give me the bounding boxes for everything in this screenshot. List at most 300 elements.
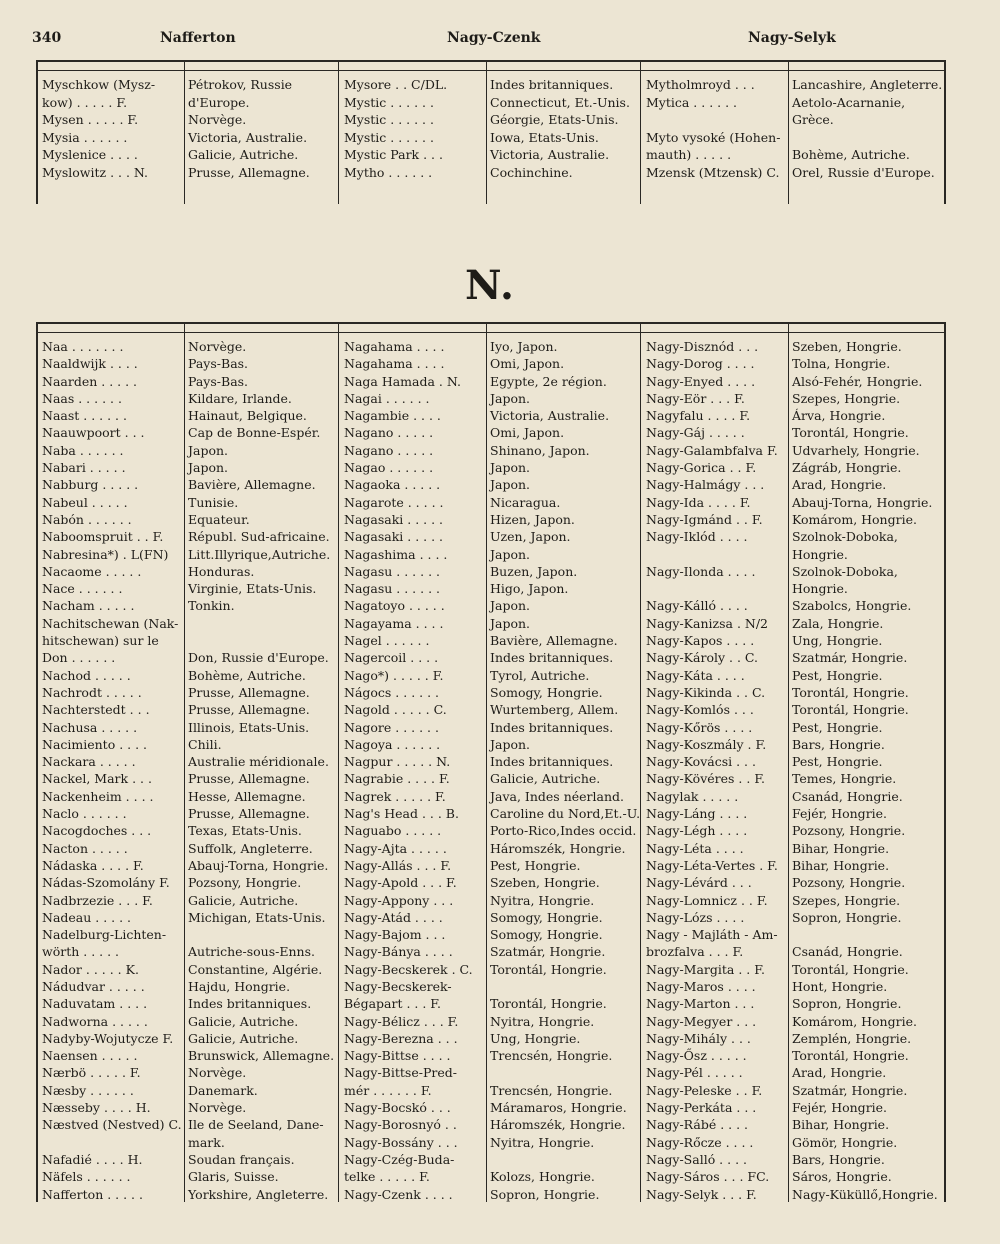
region-name: Torontál, Hongrie. [792, 425, 909, 441]
region-name: Galicie, Autriche. [490, 771, 601, 787]
entry-row [42, 943, 338, 960]
entry-row [344, 390, 640, 407]
column-separator [338, 62, 339, 204]
region-name: Somogy, Hongrie. [490, 909, 603, 925]
entry-row [344, 94, 640, 112]
place-name: Nackenheim . . . . [42, 788, 154, 804]
place-name: Nagano . . . . . [344, 442, 434, 458]
place-name: Mytholmroyd . . . [646, 77, 755, 92]
place-name: Nagasu . . . . . . [344, 563, 440, 579]
region-name: Pest, Hongrie. [792, 719, 883, 735]
place-name: Nagold . . . . . C. [344, 702, 447, 718]
entry-row [646, 632, 942, 649]
region-name: Galicie, Autriche. [188, 892, 299, 908]
region-name: Komárom, Hongrie. [792, 1013, 917, 1029]
place-name: Nagy-Ida . . . . F. [646, 494, 751, 510]
place-name: Nagy-Ajta . . . . . [344, 840, 447, 856]
entry-row [646, 76, 942, 94]
place-name: Myschkow (Mysz- [42, 77, 156, 92]
entry-row [344, 1099, 640, 1116]
region-name: Norvège. [188, 1065, 247, 1081]
entry-row [42, 926, 338, 943]
entry-row [646, 874, 942, 891]
region-name: Connecticut, Et.-Unis. [490, 94, 630, 110]
entry-row [344, 129, 640, 147]
place-name: Nagy-Maros . . . . [646, 978, 756, 994]
place-name: Naauwpoort . . . [42, 425, 145, 441]
place-name: Nagy-Kálló . . . . [646, 598, 748, 614]
place-name: Næsby . . . . . . [42, 1082, 134, 1098]
region-name: Chili. [188, 736, 222, 752]
entry-row [344, 511, 640, 528]
place-name: Nacton . . . . . [42, 840, 128, 856]
entry-row [42, 874, 338, 891]
entry-row [646, 1082, 942, 1099]
place-name: Nabburg . . . . . [42, 477, 139, 493]
entry-row [42, 770, 338, 787]
place-name: Nag's Head . . . B. [344, 806, 459, 822]
entry-row [42, 459, 338, 476]
entry-row [42, 164, 338, 182]
entry-row [42, 129, 338, 147]
place-name: Nabeul . . . . . [42, 494, 128, 510]
entry-row [344, 1186, 640, 1203]
region-name: Szatmár, Hongrie. [490, 944, 606, 960]
place-name: Mytho . . . . . . [344, 164, 433, 180]
region-name: Equateur. [188, 511, 250, 527]
entry-row [646, 597, 942, 614]
place-name: Nachterstedt . . . [42, 702, 150, 718]
entry-row [646, 719, 942, 736]
place-name: Nagy-Lévárd . . . [646, 875, 752, 891]
entry-row [646, 442, 942, 459]
entry-row [42, 407, 338, 424]
entry-row [646, 909, 942, 926]
region-name: Cochinchine. [490, 164, 573, 180]
region-name: Omi, Japon. [490, 425, 565, 441]
place-name: Naaldwijk . . . . [42, 356, 138, 372]
region-name: Hainaut, Belgique. [188, 408, 307, 424]
place-name: Nagy-Eör . . . F. [646, 390, 745, 406]
region-name: Victoria, Australie. [490, 147, 610, 162]
place-name: Nachrodt . . . . . [42, 684, 142, 700]
place-name: Nagy-Galambfalva F. [646, 442, 778, 458]
entry-row [646, 857, 942, 874]
column-rule [788, 62, 789, 204]
entry-row [646, 146, 942, 164]
entry-row [42, 1064, 338, 1081]
place-name: Nacaome . . . . . [42, 563, 142, 579]
region-name: Victoria, Australie. [490, 408, 610, 424]
region-name: Bohème, Autriche. [792, 147, 910, 162]
place-name: Nagashima . . . . [344, 546, 448, 562]
place-name: Nacimiento . . . . [42, 736, 148, 752]
region-name: Iowa, Etats-Unis. [490, 129, 599, 145]
entry-row [42, 840, 338, 857]
region-name: Sáros, Hongrie. [792, 1169, 892, 1185]
region-name: Java, Indes néerland. [490, 788, 624, 804]
place-name: Nagy-Marton . . . [646, 996, 755, 1012]
entry-row [42, 615, 338, 632]
entry-row [646, 94, 942, 112]
entry-row [344, 338, 640, 355]
place-name: Nagy-Iklód . . . . [646, 529, 748, 545]
entry-row [344, 597, 640, 614]
place-name: Nagy-Bittse . . . . [344, 1048, 451, 1064]
region-name: mark. [188, 1134, 225, 1150]
region-name: Autriche-sous-Enns. [188, 944, 315, 960]
entry-row [42, 1134, 338, 1151]
region-name: Kildare, Irlande. [188, 390, 292, 406]
region-name: Torontál, Hongrie. [792, 702, 909, 718]
region-name: Aetolo-Acarnanie, [792, 94, 906, 110]
region-name: Australie méridionale. [188, 754, 329, 770]
region-name: Nyitra, Hongrie. [490, 1134, 595, 1150]
region-name: Szepes, Hongrie. [792, 390, 901, 406]
region-name: Sopron, Hongrie. [792, 996, 902, 1012]
entry-row [646, 129, 942, 147]
entry-row [646, 563, 942, 580]
entry-row [42, 701, 338, 718]
place-name: Nagy-Apold . . . F. [344, 875, 457, 891]
region-name: Nagy-Küküllő,Hongrie. [792, 1186, 938, 1202]
region-name: Zágráb, Hongrie. [792, 460, 902, 476]
region-name: Pays-Bas. [188, 356, 249, 372]
place-name: Nagy-Ősz . . . . . [646, 1048, 747, 1064]
double-rule [38, 70, 944, 71]
column-rule [486, 324, 487, 1202]
double-rule [38, 332, 944, 333]
entry-row [344, 667, 640, 684]
region-name: Trencsén, Hongrie. [490, 1048, 613, 1064]
place-name: Næstved (Nestved) C. [42, 1117, 182, 1133]
entry-row [42, 892, 338, 909]
region-name: Arad, Hongrie. [792, 477, 887, 493]
entry-row [42, 909, 338, 926]
entry-row [344, 788, 640, 805]
place-name: Nagoya . . . . . . [344, 736, 441, 752]
page-number: 340 [32, 30, 62, 46]
entry-row [646, 649, 942, 666]
place-name: Nagy-Appony . . . [344, 892, 454, 908]
place-name: Nachitschewan (Nak- [42, 615, 179, 631]
place-name: Naensen . . . . . [42, 1048, 138, 1064]
region-name: Higo, Japon. [490, 581, 569, 597]
entry-row [646, 1013, 942, 1030]
region-name: Galicie, Autriche. [188, 147, 299, 162]
place-name: Nago*) . . . . . F. [344, 667, 444, 683]
column-3 [646, 338, 942, 1202]
entry-row [42, 736, 338, 753]
region-name: Szepes, Hongrie. [792, 892, 901, 908]
entry-row [42, 424, 338, 441]
entry-row [646, 701, 942, 718]
place-name: Naduvatam . . . . [42, 996, 148, 1012]
entry-row [646, 459, 942, 476]
entry-row [646, 943, 942, 960]
place-name: Nachusa . . . . . [42, 719, 138, 735]
region-name: Japon. [490, 736, 531, 752]
place-name: kow) . . . . . F. [42, 94, 128, 110]
entry-row [344, 111, 640, 129]
place-name: Nagercoil . . . . [344, 650, 439, 666]
place-name: Nádas-Szomolány F. [42, 875, 170, 891]
region-name: Omi, Japon. [490, 356, 565, 372]
entry-row [344, 146, 640, 164]
entry-row [344, 943, 640, 960]
entry-row [646, 788, 942, 805]
region-name: Bihar, Hongrie. [792, 857, 890, 873]
place-name: Nagy-Pél . . . . . [646, 1065, 743, 1081]
region-name: Iyo, Japon. [490, 339, 558, 354]
region-name: Soudan français. [188, 1151, 295, 1167]
region-name: Bihar, Hongrie. [792, 1117, 890, 1133]
place-name: Nacogdoches . . . [42, 823, 152, 839]
region-name: Bohème, Autriche. [188, 667, 306, 683]
entry-row [42, 338, 338, 355]
entry-row [42, 442, 338, 459]
region-name: Torontál, Hongrie. [490, 961, 607, 977]
place-name: Nagy-Bélicz . . . F. [344, 1013, 459, 1029]
region-name: Szolnok-Doboka, [792, 563, 898, 579]
place-name: Nagy-Sáros . . . FC. [646, 1169, 770, 1185]
place-name: Nagy-Dorog . . . . [646, 356, 755, 372]
place-name: Nagy-Allás . . . F. [344, 857, 452, 873]
place-name: Nádudvar . . . . . [42, 978, 145, 994]
entry-row [646, 355, 942, 372]
place-name: Nagy-Borosnyó . . [344, 1117, 457, 1133]
entry-row [646, 338, 942, 355]
entry-row [344, 736, 640, 753]
entry-row [646, 615, 942, 632]
region-name: Cap de Bonne-Espér. [188, 425, 321, 441]
place-name: Nagy-Igmánd . . F. [646, 511, 763, 527]
place-name: Mystic . . . . . . [344, 112, 434, 127]
region-name: Indes britanniques. [188, 996, 312, 1012]
entry-row [42, 511, 338, 528]
column-separator [338, 324, 339, 1202]
place-name: Mystic . . . . . . [344, 129, 434, 145]
place-name: Nador . . . . . K. [42, 961, 139, 977]
region-name: Zemplén, Hongrie. [792, 1030, 912, 1046]
place-name: Nagylak . . . . . [646, 788, 739, 804]
region-name: Szeben, Hongrie. [490, 875, 600, 891]
region-name: Szolnok-Doboka, [792, 529, 898, 545]
entry-row [344, 719, 640, 736]
column-1 [42, 338, 338, 1202]
entry-row [42, 597, 338, 614]
entry-row [344, 563, 640, 580]
place-name: Naarden . . . . . [42, 373, 138, 389]
column-rule [184, 324, 185, 1202]
column-2 [344, 338, 640, 1202]
entry-row [42, 961, 338, 978]
entry-row [344, 1134, 640, 1151]
entry-row [344, 649, 640, 666]
region-name: Japon. [490, 390, 531, 406]
place-name: Mysore . . C/DL. [344, 77, 448, 92]
place-name: Myslenice . . . . [42, 147, 138, 162]
place-name: Nagy - Majláth - Am- [646, 927, 778, 943]
region-name: Illinois, Etats-Unis. [188, 719, 310, 735]
entry-row [42, 528, 338, 545]
column-3 [646, 76, 942, 204]
place-name: Nagao . . . . . . [344, 460, 434, 476]
entry-row [344, 615, 640, 632]
place-name: Nagy-Kövéres . . F. [646, 771, 766, 787]
entry-row [646, 822, 942, 839]
entry-row [42, 390, 338, 407]
entry-row [42, 632, 338, 649]
region-name: Udvarhely, Hongrie. [792, 442, 920, 458]
place-name: Nagahama . . . . [344, 339, 445, 354]
column-2 [344, 76, 640, 204]
entry-row [344, 1082, 640, 1099]
entry-row [344, 805, 640, 822]
place-name: Nagy-Becskerek . C. [344, 961, 473, 977]
region-name: Prusse, Allemagne. [188, 806, 310, 822]
place-name: Nagy-Ilonda . . . . [646, 563, 756, 579]
place-name: Nagy-Kovácsi . . . [646, 754, 756, 770]
place-name: Näfels . . . . . . [42, 1169, 131, 1185]
place-name: Nagasu . . . . . . [344, 581, 440, 597]
place-name: Nackara . . . . . [42, 754, 136, 770]
region-name: Japon. [490, 477, 531, 493]
entry-row [344, 1030, 640, 1047]
entry-row [344, 407, 640, 424]
place-name: Nagy-Czenk . . . . [344, 1186, 453, 1202]
region-name: Torontál, Hongrie. [792, 1048, 909, 1064]
place-name: Don . . . . . . [42, 650, 116, 666]
main-table [36, 322, 946, 1202]
place-name: Nagy-Bocskó . . . [344, 1100, 451, 1116]
region-name: Háromszék, Hongrie. [490, 840, 626, 856]
entry-row [42, 978, 338, 995]
entry-row [344, 1013, 640, 1030]
region-name: Hongrie. [792, 581, 848, 597]
header-right-entry: Nagy-Selyk [748, 30, 836, 46]
region-name: Wurtemberg, Allem. [490, 702, 619, 718]
entry-row [344, 753, 640, 770]
place-name: Mytica . . . . . . [646, 94, 738, 110]
region-name: Csanád, Hongrie. [792, 788, 903, 804]
region-name: Pozsony, Hongrie. [792, 875, 906, 891]
place-name: Nadeau . . . . . [42, 909, 132, 925]
place-name: Nagy-Lózs . . . . [646, 909, 745, 925]
region-name: Hizen, Japon. [490, 511, 575, 527]
entry-row [646, 667, 942, 684]
region-name: Texas, Etats-Unis. [188, 823, 302, 839]
place-name: Nagy-Káta . . . . [646, 667, 745, 683]
region-name: Nyitra, Hongrie. [490, 892, 595, 908]
entry-row [344, 546, 640, 563]
region-name: Nyitra, Hongrie. [490, 1013, 595, 1029]
region-name: Abauj-Torna, Hongrie. [188, 857, 329, 873]
region-name: Tunisie. [188, 494, 239, 510]
place-name: Nagayama . . . . [344, 615, 444, 631]
region-name: Torontál, Hongrie. [792, 684, 909, 700]
place-name: hitschewan) sur le [42, 633, 159, 649]
place-name: Myto vysoké (Hohen- [646, 129, 781, 145]
entry-row [646, 407, 942, 424]
header-center-entry: Nagy-Czenk [447, 30, 541, 46]
entry-row [344, 459, 640, 476]
entry-row [646, 1099, 942, 1116]
region-name: Japon. [490, 546, 531, 562]
place-name: Nace . . . . . . [42, 581, 123, 597]
region-name: Hesse, Allemagne. [188, 788, 306, 804]
top-table [36, 60, 946, 204]
entry-row [344, 874, 640, 891]
region-name: Virginie, Etats-Unis. [188, 581, 317, 597]
place-name: Nagy-Láng . . . . [646, 806, 748, 822]
place-name: Bégapart . . . F. [344, 996, 442, 1012]
region-name: d'Europe. [188, 94, 250, 110]
region-name: Szabolcs, Hongrie. [792, 598, 912, 614]
place-name: Nagasaki . . . . . [344, 529, 444, 545]
place-name: Nagarote . . . . . [344, 494, 444, 510]
region-name: Caroline du Nord,Et.-U. [490, 806, 641, 822]
place-name: Nagy-Margita . . F. [646, 961, 765, 977]
place-name: Nagasaki . . . . . [344, 511, 444, 527]
entry-row [646, 476, 942, 493]
region-name: Hongrie. [792, 546, 848, 562]
place-name: Næsseby . . . . H. [42, 1100, 151, 1116]
region-name: Pest, Hongrie. [792, 754, 883, 770]
region-name: Norvège. [188, 339, 247, 354]
entry-row [344, 995, 640, 1012]
region-name: Arad, Hongrie. [792, 1065, 887, 1081]
place-name: Nágocs . . . . . . [344, 684, 440, 700]
entry-row [344, 580, 640, 597]
region-name: Constantine, Algérie. [188, 961, 323, 977]
place-name: Mysia . . . . . . [42, 129, 128, 145]
place-name: Nagy-Léta-Vertes . F. [646, 857, 778, 873]
entry-row [646, 546, 942, 563]
entry-row [646, 528, 942, 545]
entry-row [344, 1116, 640, 1133]
entry-row [344, 909, 640, 926]
place-name: Naa . . . . . . . [42, 339, 124, 354]
region-name: Porto-Rico,Indes occid. [490, 823, 637, 839]
place-name: Nabón . . . . . . [42, 511, 132, 527]
entry-row [42, 1186, 338, 1203]
region-name: Japon. [188, 442, 229, 458]
place-name: Naclo . . . . . . [42, 806, 127, 822]
place-name: Nagy-Megyer . . . [646, 1013, 757, 1029]
entry-row [344, 770, 640, 787]
place-name: Nagpur . . . . . N. [344, 754, 451, 770]
entry-row [344, 355, 640, 372]
place-name: Nagrek . . . . . F. [344, 788, 446, 804]
entry-row [42, 373, 338, 390]
place-name: wörth . . . . . [42, 944, 120, 960]
place-name: Nagy-Halmágy . . . [646, 477, 765, 493]
entry-row [646, 511, 942, 528]
region-name: Sopron, Hongrie. [490, 1186, 600, 1202]
region-name: Shinano, Japon. [490, 442, 590, 458]
entry-row [42, 649, 338, 666]
place-name: Nabari . . . . . [42, 460, 126, 476]
region-name: Galicie, Autriche. [188, 1013, 299, 1029]
entry-row [646, 1116, 942, 1133]
entry-row [42, 494, 338, 511]
region-name: Szatmár, Hongrie. [792, 650, 908, 666]
entry-row [646, 926, 942, 943]
region-name: Tolna, Hongrie. [792, 356, 891, 372]
entry-row [344, 857, 640, 874]
place-name: Nagy-Becskerek- [344, 978, 452, 994]
